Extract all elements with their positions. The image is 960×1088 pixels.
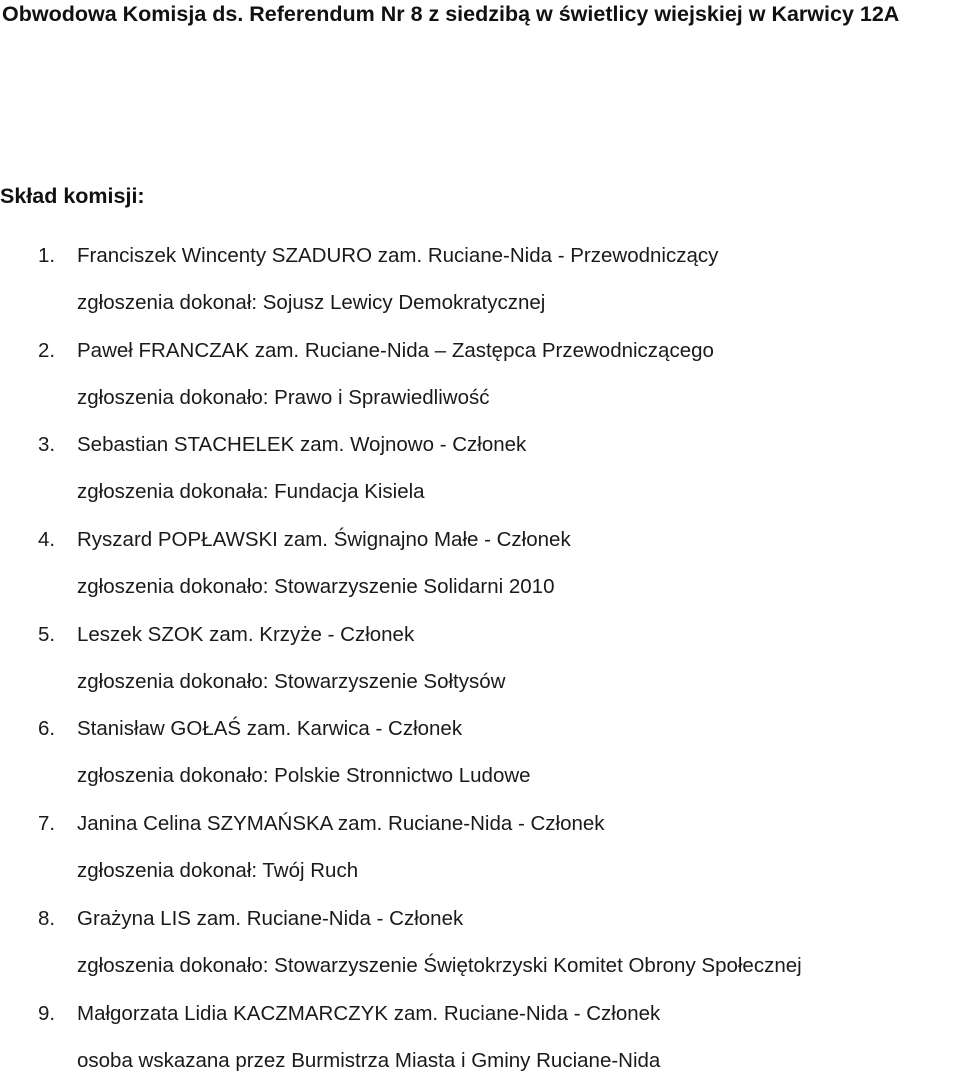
member-number: 3. [38,433,55,457]
member-number: 8. [38,907,55,931]
member-number: 4. [38,528,55,552]
member-item [0,331,960,426]
member-item [0,615,960,710]
member-nominated-by: zgłoszenia dokonało: Prawo i Sprawiedliwość [77,386,490,410]
member-number: 7. [38,812,55,836]
member-number: 5. [38,623,55,647]
member-details: Paweł FRANCZAK zam. Ruciane-Nida – Zastępca Przewodniczącego [77,339,714,363]
member-details: Stanisław GOŁAŚ zam. Karwica - Członek [77,717,462,741]
members-list [0,236,960,1088]
document-title: Obwodowa Komisja ds. Referendum Nr 8 z siedzibą w świetlicy wiejskiej w Karwicy 12A [2,2,958,26]
member-nominated-by: zgłoszenia dokonał: Sojusz Lewicy Demokratycznej [77,291,545,315]
member-number: 1. [38,244,55,268]
member-item [0,709,960,804]
member-item [0,520,960,615]
member-item [0,804,960,899]
member-nominated-by: zgłoszenia dokonała: Fundacja Kisiela [77,480,425,504]
member-details: Małgorzata Lidia KACZMARCZYK zam. Ruciane-Nida - Członek [77,1002,660,1026]
member-item [0,425,960,520]
member-nominated-by: osoba wskazana przez Burmistrza Miasta i Gminy Ruciane-Nida [77,1049,660,1073]
member-details: Sebastian STACHELEK zam. Wojnowo - Członek [77,433,526,457]
member-details: Grażyna LIS zam. Ruciane-Nida - Członek [77,907,463,931]
member-item [0,994,960,1088]
member-details: Ryszard POPŁAWSKI zam. Śwignajno Małe - Członek [77,528,571,552]
member-item [0,899,960,994]
member-item [0,236,960,331]
member-nominated-by: zgłoszenia dokonało: Stowarzyszenie Sołtysów [77,670,505,694]
member-nominated-by: zgłoszenia dokonał: Twój Ruch [77,859,358,883]
member-number: 2. [38,339,55,363]
member-details: Janina Celina SZYMAŃSKA zam. Ruciane-Nida - Członek [77,812,605,836]
section-heading: Skład komisji: [0,184,145,208]
member-nominated-by: zgłoszenia dokonało: Stowarzyszenie Solidarni 2010 [77,575,555,599]
member-nominated-by: zgłoszenia dokonało: Polskie Stronnictwo Ludowe [77,764,531,788]
member-details: Leszek SZOK zam. Krzyże - Członek [77,623,414,647]
member-nominated-by: zgłoszenia dokonało: Stowarzyszenie Świętokrzyski Komitet Obrony Społecznej [77,954,802,978]
member-details: Franciszek Wincenty SZADURO zam. Ruciane-Nida - Przewodniczący [77,244,718,268]
member-number: 9. [38,1002,55,1026]
member-number: 6. [38,717,55,741]
